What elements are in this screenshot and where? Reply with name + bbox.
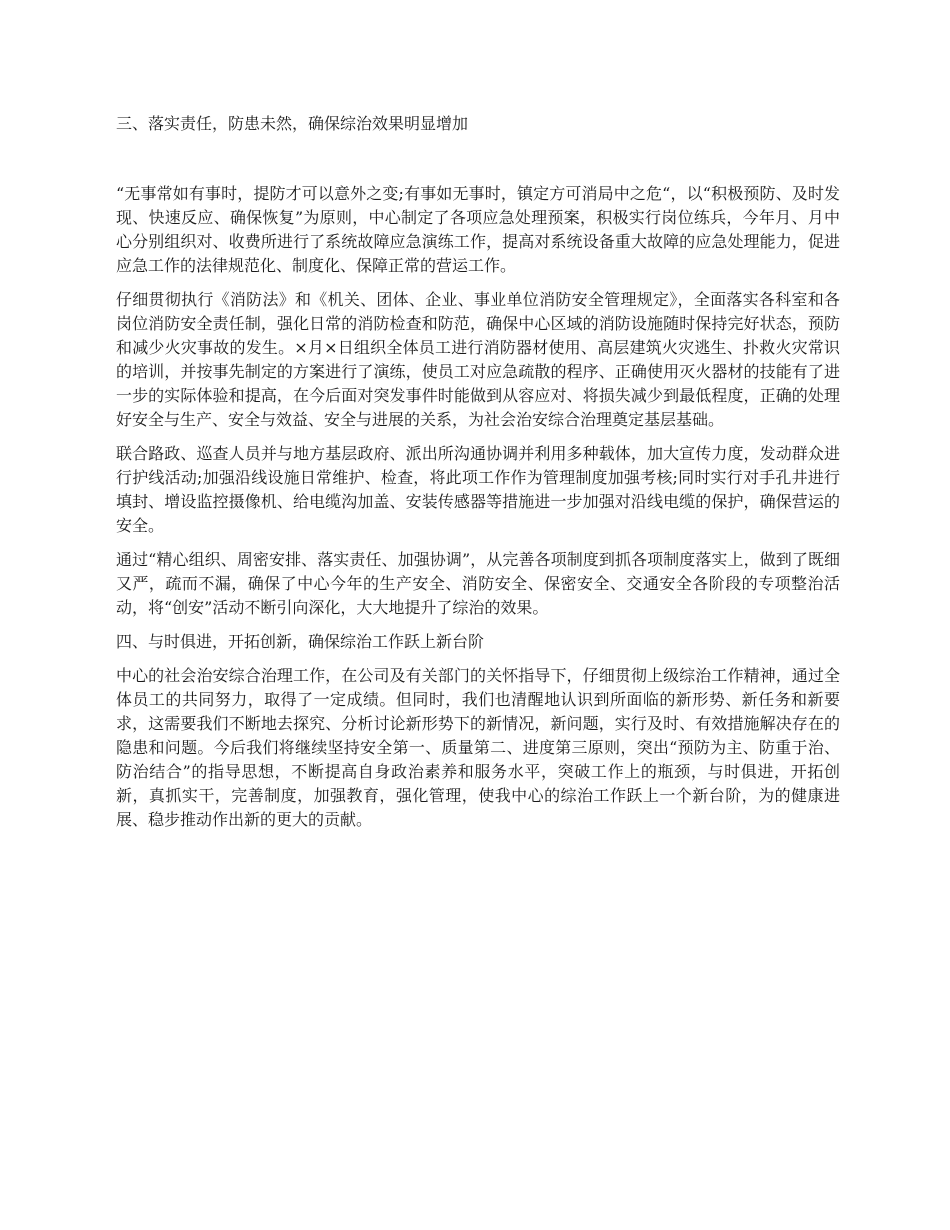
paragraph-safety-campaign: 通过“精心组织、周密安排、落实责任、加强协调”，从完善各项制度到抓各项制度落实上，做到了既细又严，疏而不漏，确保了中心今年的生产安全、消防安全、保密安全、交通安全各阶段的专项整治活动，将“创安”活动不断引向深化，大大地提升了综治的效果。 <box>116 550 840 617</box>
section-heading-4: 四、与时俱进，开拓创新，确保综治工作跃上新台阶 <box>116 632 485 651</box>
paragraph-fire-safety: 仔细贯彻执行《消防法》和《机关、团体、企业、事业单位消防安全管理规定》，全面落实各科室和各岗位消防安全责任制，强化日常的消防检查和防范，确保中心区域的消防设施随时保持完好状态，预防和减少火灾事故的发生。×月×日组织全体员工进行消防器材使用、高层建筑火灾逃生、扑救火灾常识的培训，并按事先制定的方案进行了演练，使员工对应急疏散的程序、正确使用灭火器材的技能有了进一步的实际体验和提高，在今后面对突发事件时能做到从容应对、将损失减少到最低程度，正确的处理好安全与生产、安全与效益、安全与进展的关系，为社会治安综合治理奠定基层基础。 <box>116 290 840 429</box>
paragraph-conclusion: 中心的社会治安综合治理工作，在公司及有关部门的关怀指导下，仔细贯彻上级综治工作精神，通过全体员工的共同努力，取得了一定成绩。但同时，我们也清醒地认识到所面临的新形势、新任务和新要求，这需要我们不断地去探究、分析讨论新形势下的新情况，新问题，实行及时、有效措施解决存在的隐患和问题。今后我们将继续坚持安全第一、质量第二、进度第三原则，突出“预防为主、防重于治、防治结合”的指导思想，不断提高自身政治素养和服务水平，突破工作上的瓶颈，与时俱进，开拓创新，真抓实干，完善制度，加强教育，强化管理，使我中心的综治工作跃上一个新台阶，为的健康进展、稳步推动作出新的更大的贡献。 <box>116 666 840 829</box>
section-heading-3: 三、落实责任，防患未然，确保综治效果明显增加 <box>116 114 469 133</box>
paragraph-emergency-drills: “无事常如有事时，提防才可以意外之变;有事如无事时，镇定方可消局中之危“，以“积极预防、及时发现、快速反应、确保恢复”为原则，中心制定了各项应急处理预案，积极实行岗位练兵，今年月、月中心分别组织对、收费所进行了系统故障应急演练工作，提高对系统设备重大故障的应急处理能力，促进应急工作的法律规范化、制度化、保障正常的营运工作。 <box>116 184 840 275</box>
document-page <box>116 112 840 842</box>
paragraph-line-protection: 联合路政、巡查人员并与地方基层政府、派出所沟通协调并利用多种载体，加大宣传力度，发动群众进行护线活动;加强沿线设施日常维护、检查，将此项工作作为管理制度加强考核;同时实行对手孔井进行填封、增设监控摄像机、给电缆沟加盖、安装传感器等措施进一步加强对沿线电缆的保护，确保营运的安全。 <box>116 444 840 535</box>
